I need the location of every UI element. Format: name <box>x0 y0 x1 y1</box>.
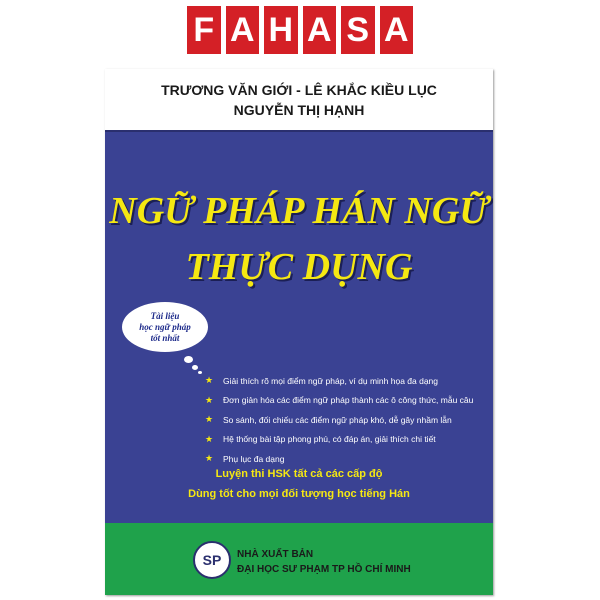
publisher-logo: SP <box>193 541 231 579</box>
promo-line-2: Dùng tốt cho mọi đối tượng học tiếng Hán <box>188 488 410 500</box>
bubble-line-3: tốt nhất <box>150 332 180 343</box>
feature-text: So sánh, đối chiếu các điểm ngữ pháp khó, dễ gây nhầm lẫn <box>223 414 452 425</box>
feature-text: Giải thích rõ mọi điểm ngữ pháp, ví dụ minh họa đa dạng <box>223 375 439 386</box>
bubble-line-1: Tài liệu <box>150 310 180 321</box>
list-item <box>205 410 473 430</box>
logo-letter: S <box>341 6 375 54</box>
thought-bubble <box>122 302 208 352</box>
bubble-line-2: học ngữ pháp <box>139 321 191 332</box>
logo-letter: A <box>303 6 337 54</box>
feature-list <box>205 371 473 469</box>
promo-line-1: Luyện thi HSK tất cả các cấp độ <box>215 468 383 480</box>
list-item <box>205 430 473 450</box>
list-item <box>205 371 473 391</box>
star-icon: ★ <box>205 375 214 386</box>
feature-text: Phụ lục đa dạng <box>223 453 285 464</box>
book-cover <box>105 69 493 595</box>
logo-letter: A <box>226 6 260 54</box>
book-title-line-2: THỰC DỤNG <box>185 246 413 288</box>
authors-line-2: NGUYỄN THỊ HẠNH <box>233 101 365 118</box>
logo-letter: F <box>187 6 221 54</box>
fahasa-logo <box>187 6 413 54</box>
authors-line-1: TRƯƠNG VĂN GIỚI - LÊ KHẮC KIỀU LỤC <box>161 81 437 98</box>
authors-band <box>105 69 493 132</box>
star-icon: ★ <box>205 394 214 405</box>
star-icon: ★ <box>205 433 214 444</box>
publisher-name <box>237 547 411 577</box>
bubble-dot <box>198 371 202 374</box>
list-item <box>205 391 473 411</box>
publisher-line-2: ĐẠI HỌC SƯ PHẠM TP HỒ CHÍ MINH <box>237 564 411 575</box>
list-item <box>205 449 473 469</box>
star-icon: ★ <box>205 453 214 464</box>
bubble-dot <box>192 365 198 370</box>
publisher-band <box>105 523 493 595</box>
logo-letter: H <box>264 6 298 54</box>
book-title-line-1: NGỮ PHÁP HÁN NGỮ <box>109 190 489 232</box>
logo-letter: A <box>380 6 414 54</box>
publisher-line-1: NHÀ XUẤT BẢN <box>237 549 314 560</box>
feature-text: Đơn giản hóa các điểm ngữ pháp thành các ô công thức, mẫu câu <box>223 395 474 406</box>
feature-text: Hệ thống bài tập phong phú, có đáp án, giải thích chi tiết <box>223 434 436 445</box>
star-icon: ★ <box>205 414 214 425</box>
bubble-dot <box>184 356 193 363</box>
